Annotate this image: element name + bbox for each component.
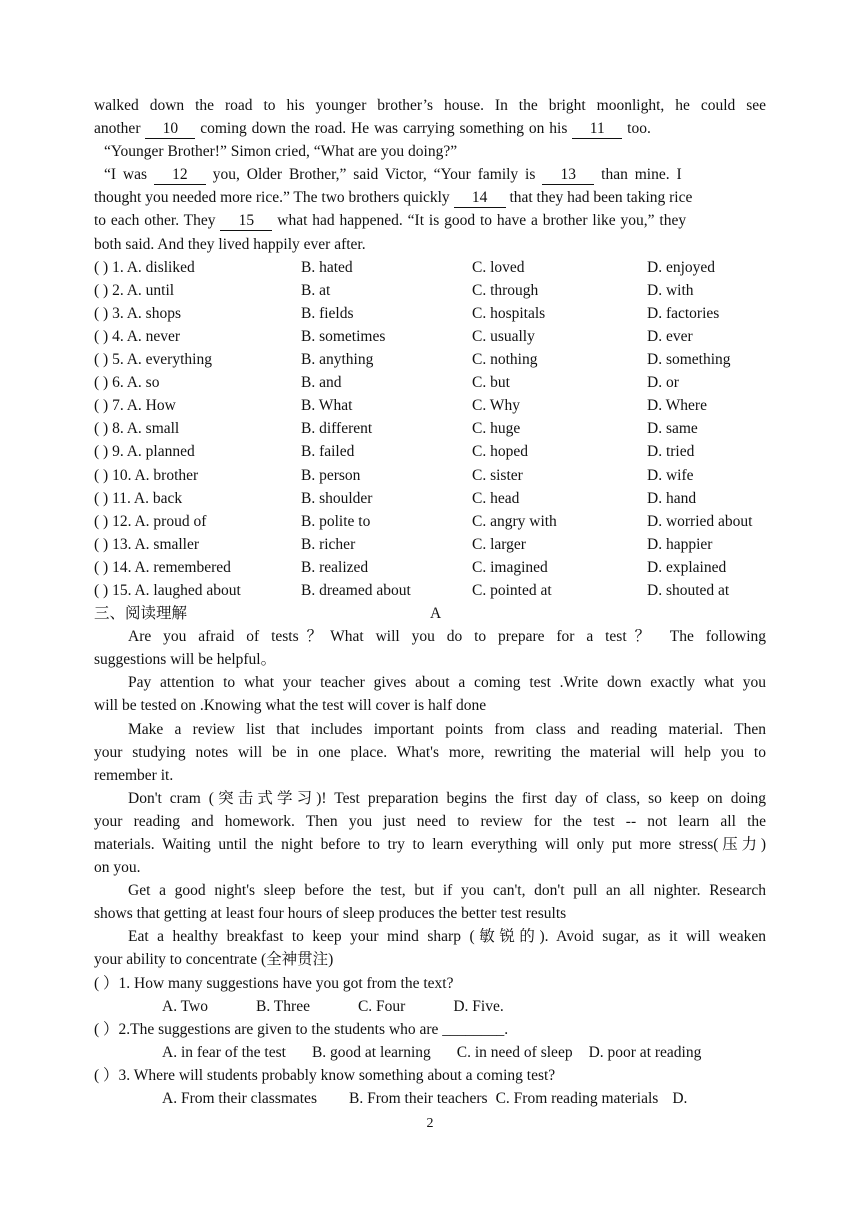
passage-line: Are you afraid of tests？What will you do to prepare for a test？ The following [128, 628, 766, 646]
option-row [94, 533, 766, 556]
option-c[interactable]: C. through [472, 281, 539, 299]
option-a[interactable]: ( ) 3. A. shops [94, 304, 181, 322]
option-a[interactable]: A. From their classmates [162, 1090, 317, 1108]
option-b[interactable]: B. polite to [301, 512, 371, 530]
story-line [94, 209, 766, 232]
option-row [94, 417, 766, 440]
option-a[interactable]: ( ) 15. A. laughed about [94, 581, 241, 599]
option-b[interactable]: B. richer [301, 535, 356, 553]
option-d[interactable]: D. with [647, 281, 694, 299]
option-d[interactable]: D. [672, 1090, 688, 1108]
option-a[interactable]: ( ) 10. A. brother [94, 466, 199, 484]
story-line [94, 186, 766, 209]
story-text: that they had been taking rice [509, 189, 693, 207]
story-text: coming down the road. He was carrying something on his [200, 120, 573, 138]
option-d[interactable]: D. wife [647, 466, 694, 484]
question-2: ( ）2.The suggestions are given to the students who are ________. [94, 1020, 509, 1038]
option-row [94, 394, 766, 417]
option-a[interactable]: ( ) 11. A. back [94, 489, 183, 507]
option-b[interactable]: B. Three [256, 997, 310, 1015]
option-row [94, 325, 766, 348]
story-text: too. [627, 120, 651, 138]
page-number: 2 [426, 1116, 434, 1131]
story-text: you, Older Brother,” said Victor, “Your family is [212, 166, 543, 184]
option-d[interactable]: D. same [647, 420, 698, 438]
option-a[interactable]: ( ) 12. A. proud of [94, 512, 207, 530]
question-3: ( ）3. Where will students probably know something about a coming test? [94, 1066, 556, 1084]
passage-line: shows that getting at least four hours of sleep produces the better test results [94, 905, 567, 923]
blank-11[interactable]: 11 [572, 120, 622, 139]
option-a[interactable]: A. Two [162, 997, 208, 1015]
option-row [94, 579, 766, 602]
option-c[interactable]: C. head [472, 489, 520, 507]
passage-line: your studying notes will be in one place. What's more, rewriting the material will help you to [94, 743, 766, 761]
passage-line: on you. [94, 859, 141, 877]
option-b[interactable]: B. hated [301, 258, 353, 276]
option-a[interactable]: ( ) 7. A. How [94, 397, 176, 415]
option-d[interactable]: D. shouted at [647, 581, 730, 599]
option-b[interactable]: B. realized [301, 558, 369, 576]
option-row [94, 371, 766, 394]
option-a[interactable]: ( ) 1. A. disliked [94, 258, 195, 276]
story-text: thought you needed more rice.” The two brothers quickly [94, 189, 454, 207]
passage-line: Get a good night's sleep before the test, but if you can't, don't pull an all nighter. Research [128, 882, 766, 900]
option-d[interactable]: D. poor at reading [588, 1043, 702, 1061]
option-d[interactable]: D. ever [647, 327, 693, 345]
cloze-options [94, 256, 766, 602]
story-text: what had happened. “It is good to have a brother like you,” they [277, 212, 687, 230]
option-c[interactable]: C. loved [472, 258, 525, 276]
option-b[interactable]: B. different [301, 420, 373, 438]
story-text: “Younger Brother!” Simon cried, “What are you doing?” [104, 143, 458, 161]
option-d[interactable]: D. enjoyed [647, 258, 716, 276]
option-c[interactable]: C. sister [472, 466, 523, 484]
story-line [94, 140, 766, 163]
option-d[interactable]: D. factories [647, 304, 720, 322]
option-d[interactable]: D. or [647, 374, 679, 392]
option-row [94, 279, 766, 302]
option-row [94, 348, 766, 371]
story-text: another [94, 120, 146, 138]
option-d[interactable]: D. Where [647, 397, 707, 415]
reading-questions [94, 972, 766, 1111]
option-c[interactable]: C. imagined [472, 558, 548, 576]
option-a[interactable]: ( ) 5. A. everything [94, 351, 212, 369]
option-d[interactable]: D. explained [647, 558, 727, 576]
option-c[interactable]: C. From reading materials [495, 1090, 659, 1108]
blank-10[interactable]: 10 [145, 120, 195, 139]
story-line [94, 163, 766, 186]
option-b[interactable]: B. good at learning [311, 1043, 431, 1061]
passage-line: suggestions will be helpful。 [94, 651, 277, 669]
option-d[interactable]: D. hand [647, 489, 697, 507]
option-b[interactable]: B. From their teachers [348, 1090, 488, 1108]
option-b[interactable]: B. failed [301, 443, 355, 461]
option-a[interactable]: ( ) 9. A. planned [94, 443, 195, 461]
blank-13[interactable]: 13 [542, 166, 594, 185]
blank-14[interactable]: 14 [454, 189, 506, 208]
passage-line: your reading and homework. Then you just need to review for the test -- not learn all the [94, 812, 766, 830]
option-a[interactable]: ( ) 14. A. remembered [94, 558, 231, 576]
option-a[interactable]: ( ) 2. A. until [94, 281, 175, 299]
option-d[interactable]: D. worried about [647, 512, 753, 530]
question-3-options [94, 1087, 766, 1110]
option-b[interactable]: B. shoulder [301, 489, 373, 507]
story-line [94, 117, 766, 140]
question-2-options [94, 1041, 766, 1064]
option-c[interactable]: C. pointed at [472, 581, 552, 599]
story-line [94, 233, 766, 256]
option-b[interactable]: B. dreamed about [301, 581, 411, 599]
option-c[interactable]: C. huge [472, 420, 521, 438]
option-row [94, 464, 766, 487]
document-page [94, 94, 766, 1110]
option-b[interactable]: B. at [301, 281, 331, 299]
section-title: 三、阅读理解 [94, 605, 188, 623]
option-c[interactable]: C. larger [472, 535, 526, 553]
option-c[interactable]: C. Why [472, 397, 520, 415]
option-d[interactable]: D. something [647, 351, 731, 369]
passage-line: Don't cram (突击式学习)! Test preparation begins the first day of class, so keep on doing [128, 789, 766, 807]
option-b[interactable]: B. person [301, 466, 361, 484]
option-c[interactable]: C. angry with [472, 512, 557, 530]
option-row [94, 556, 766, 579]
option-a[interactable]: ( ) 13. A. smaller [94, 535, 200, 553]
option-b[interactable]: B. fields [301, 304, 354, 322]
option-c[interactable]: C. hoped [472, 443, 528, 461]
option-row [94, 256, 766, 279]
question-1: ( ）1. How many suggestions have you got from the text? [94, 974, 454, 992]
option-c[interactable]: C. in need of sleep [456, 1043, 573, 1061]
blank-15[interactable]: 15 [220, 212, 272, 231]
passage-line: materials. Waiting until the night before to try to learn everything will only put more stress(压力) [94, 836, 766, 853]
option-row [94, 510, 766, 533]
passage-line: Make a review list that includes important points from class and reading material. Then [128, 720, 766, 738]
story-text: walked down the road to his younger brother’s house. In the bright moonlight, he could see [94, 97, 766, 114]
option-a[interactable]: ( ) 8. A. small [94, 420, 180, 438]
option-c[interactable]: C. but [472, 374, 510, 392]
option-a[interactable]: ( ) 4. A. never [94, 327, 181, 345]
reading-passage [94, 625, 766, 971]
passage-line: Eat a healthy breakfast to keep your mind sharp (敏锐的). Avoid sugar, as it will weaken [128, 928, 766, 946]
option-a[interactable]: A. in fear of the test [162, 1043, 286, 1061]
option-a[interactable]: ( ) 6. A. so [94, 374, 160, 392]
passage-line: will be tested on .Knowing what the test will cover is half done [94, 697, 487, 715]
option-c[interactable]: C. nothing [472, 351, 538, 369]
passage-label: A [430, 605, 442, 623]
passage-line: your ability to concentrate (全神贯注) [94, 951, 334, 969]
question-1-options [94, 995, 766, 1018]
option-c[interactable]: C. usually [472, 327, 535, 345]
passage-line: Pay attention to what your teacher gives about a coming test .Write down exactly what you [128, 674, 766, 692]
passage-line: remember it. [94, 766, 174, 784]
story-text: “I was [104, 166, 154, 184]
option-c[interactable]: C. Four [357, 997, 406, 1015]
option-d[interactable]: D. tried [647, 443, 695, 461]
story-line [94, 94, 766, 117]
blank-12[interactable]: 12 [154, 166, 206, 185]
story-text: both said. And they lived happily ever after. [94, 235, 366, 253]
option-d[interactable]: D. Five. [453, 997, 504, 1015]
section-heading [94, 602, 766, 625]
story-text: than mine. I [601, 166, 682, 184]
option-b[interactable]: B. anything [301, 351, 374, 369]
option-d[interactable]: D. happier [647, 535, 713, 553]
option-row [94, 302, 766, 325]
option-b[interactable]: B. What [301, 397, 353, 415]
option-b[interactable]: B. and [301, 374, 342, 392]
option-row [94, 440, 766, 463]
story-text: to each other. They [94, 212, 221, 230]
option-row [94, 487, 766, 510]
option-c[interactable]: C. hospitals [472, 304, 546, 322]
option-b[interactable]: B. sometimes [301, 327, 386, 345]
